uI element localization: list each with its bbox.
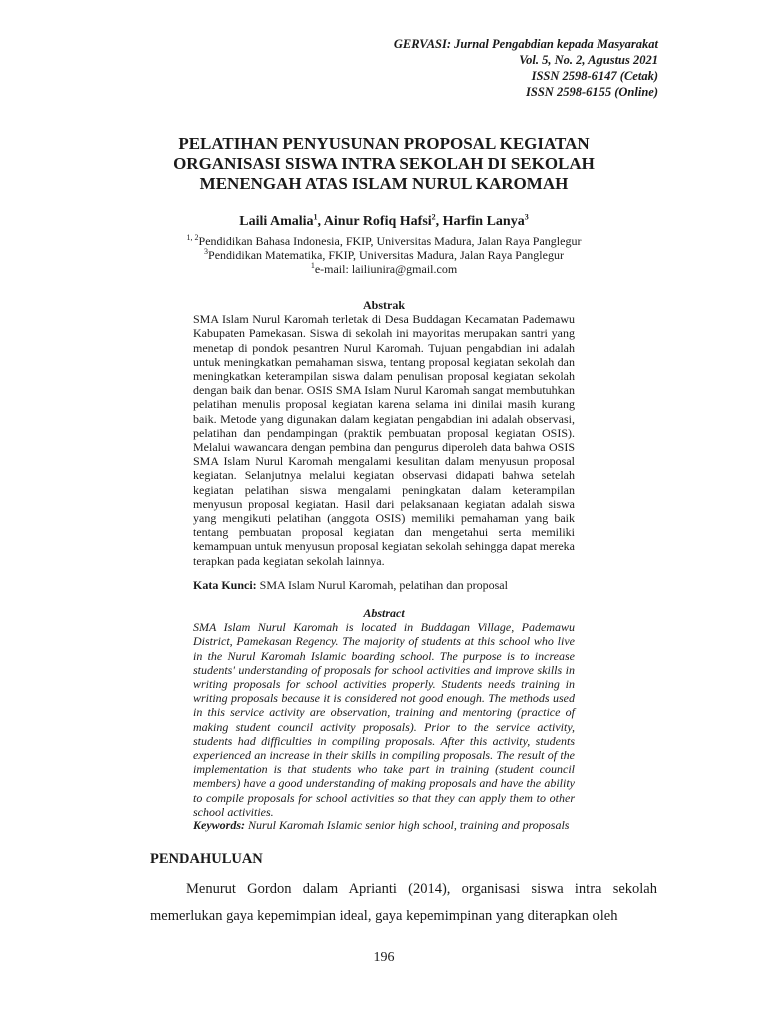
journal-header: [394, 36, 658, 100]
kata-kunci-text: SMA Islam Nurul Karomah, pelatihan dan proposal: [256, 578, 508, 592]
affiliation-text: Pendidikan Matematika, FKIP, Universitas Madura, Jalan Raya Panglegur: [208, 248, 564, 262]
affiliation-sup: 3: [204, 247, 209, 256]
keywords-label: Keywords:: [193, 818, 245, 832]
kata-kunci-label: Kata Kunci:: [193, 578, 257, 592]
abstract-heading: Abstract: [363, 606, 405, 620]
author-sup: 1: [313, 212, 318, 222]
affiliation-sup: 1: [310, 261, 315, 270]
author-email: e-mail: lailiunira@gmail.com: [314, 262, 458, 276]
page-number: 196: [373, 950, 395, 965]
author-separator: ,: [317, 214, 324, 229]
abstrak-heading: Abstrak: [362, 298, 405, 312]
abstract-body: SMA Islam Nurul Karomah is located in Buddagan Village, Pademawu District, Pamekasan Regency. The majority of students at this school who live in the Nurul Karomah Islamic boarding school. The purpose is to increase students' understanding of proposals for school activities and improve skills in writing proposals for school activities properly. Students needs training in writing proposals because it is considered not good enough. The methods used in this service activity are observation, training and mentoring (practice of making student council activity proposals). Prior to the service activity, students had difficulties in compiling proposals. After this activity, students experienced an increase in their skills in compiling proposals. The result of the implementation is that students who take part in training (student council members) have a good understanding of making proposals and have the ability to compile proposals for school activities so that they can apply them to other school activities.: [193, 620, 575, 819]
body-paragraph: Menurut Gordon dalam Aprianti (2014), organisasi siswa intra sekolah memerlukan gaya kepemimpian ideal, gaya kepemimpinan yang diterapkan oleh: [150, 881, 657, 924]
author-name: Laili Amalia: [239, 214, 314, 229]
affiliation-line: [150, 248, 618, 262]
paper-title: PELATIHAN PENYUSUNAN PROPOSAL KEGIATAN ORGANISASI SISWA INTRA SEKOLAH DI SEKOLAH MENENGAH ATAS ISLAM NURUL KAROMAH: [173, 134, 595, 193]
abstract-section: [193, 606, 575, 819]
author-name: Ainur Rofiq Hafsi: [323, 214, 432, 229]
author-sup: 2: [431, 212, 436, 222]
affiliation-text: Pendidikan Bahasa Indonesia, FKIP, Universitas Madura, Jalan Raya Panglegur: [198, 234, 582, 248]
affiliation-line: [150, 234, 618, 248]
journal-name: GERVASI: Jurnal Pengabdian kepada Masyarakat: [393, 37, 658, 51]
journal-volume: Vol. 5, No. 2, Agustus 2021: [519, 53, 658, 67]
kata-kunci: [193, 578, 593, 593]
author-list: [150, 214, 618, 230]
issn-print: ISSN 2598-6147 (Cetak): [531, 69, 658, 83]
keywords-text: Nurul Karomah Islamic senior high school, training and proposals: [245, 818, 570, 832]
author-name: Harfin Lanya: [442, 214, 525, 229]
affiliation-sup: 1, 2: [186, 233, 199, 242]
abstrak-body: SMA Islam Nurul Karomah terletak di Desa Buddagan Kecamatan Pademawu Kabupaten Pamekasan. Siswa di sekolah ini mayoritas merupakan santri yang menetap di pondok pesantren Nurul Karomah. Tujuan pengabdian ini adalah untuk meningkatkan pemahaman siswa, tentang proposal kegiatan sekolah dan meningkatkan keterampilan siswa dalam penulisan proposal kegiatan sekolah dengan baik dan benar. OSIS SMA Islam Nurul Karomah sangat membutuhkan pelatihan menulis proposal kegiatan karena selama ini dinilai masih kurang baik. Metode yang digunakan dalam kegiatan pengabdian ini adalah observasi, pelatihan dan pendampingan (praktik pembuatan proposal kegiatan OSIS). Melalui wawancara dengan pembina dan pengurus diperoleh data bahwa OSIS SMA Islam Nurul Karomah mengalami kesulitan dalam menyusun proposal kegiatan. Selanjutnya melalui kegiatan observasi didapati bahwa setelah kegiatan pelatihan siswa mengalami peningkatan dalam keterampilan menyusun proposal kegiatan. Hasil dari pelaksanaan kegiatan adalah siswa yang mengikuti pelatihan (anggota OSIS) memiliki pemahaman yang baik tentang pembuatan proposal kegiatan dan mengetahui serta memiliki kemampuan untuk menyusun proposal kegiatan sekolah sehingga dapat mereka terapkan pada kegiatan sekolah lainnya.: [193, 312, 575, 568]
affiliations: [150, 234, 618, 276]
issn-online: ISSN 2598-6155 (Online): [526, 85, 658, 99]
keywords: [193, 818, 593, 833]
abstrak-section: [193, 298, 575, 568]
email-line: [150, 262, 618, 276]
section-heading: PENDAHULUAN: [150, 851, 263, 867]
author-separator: ,: [435, 214, 443, 229]
author-sup: 3: [524, 212, 529, 222]
